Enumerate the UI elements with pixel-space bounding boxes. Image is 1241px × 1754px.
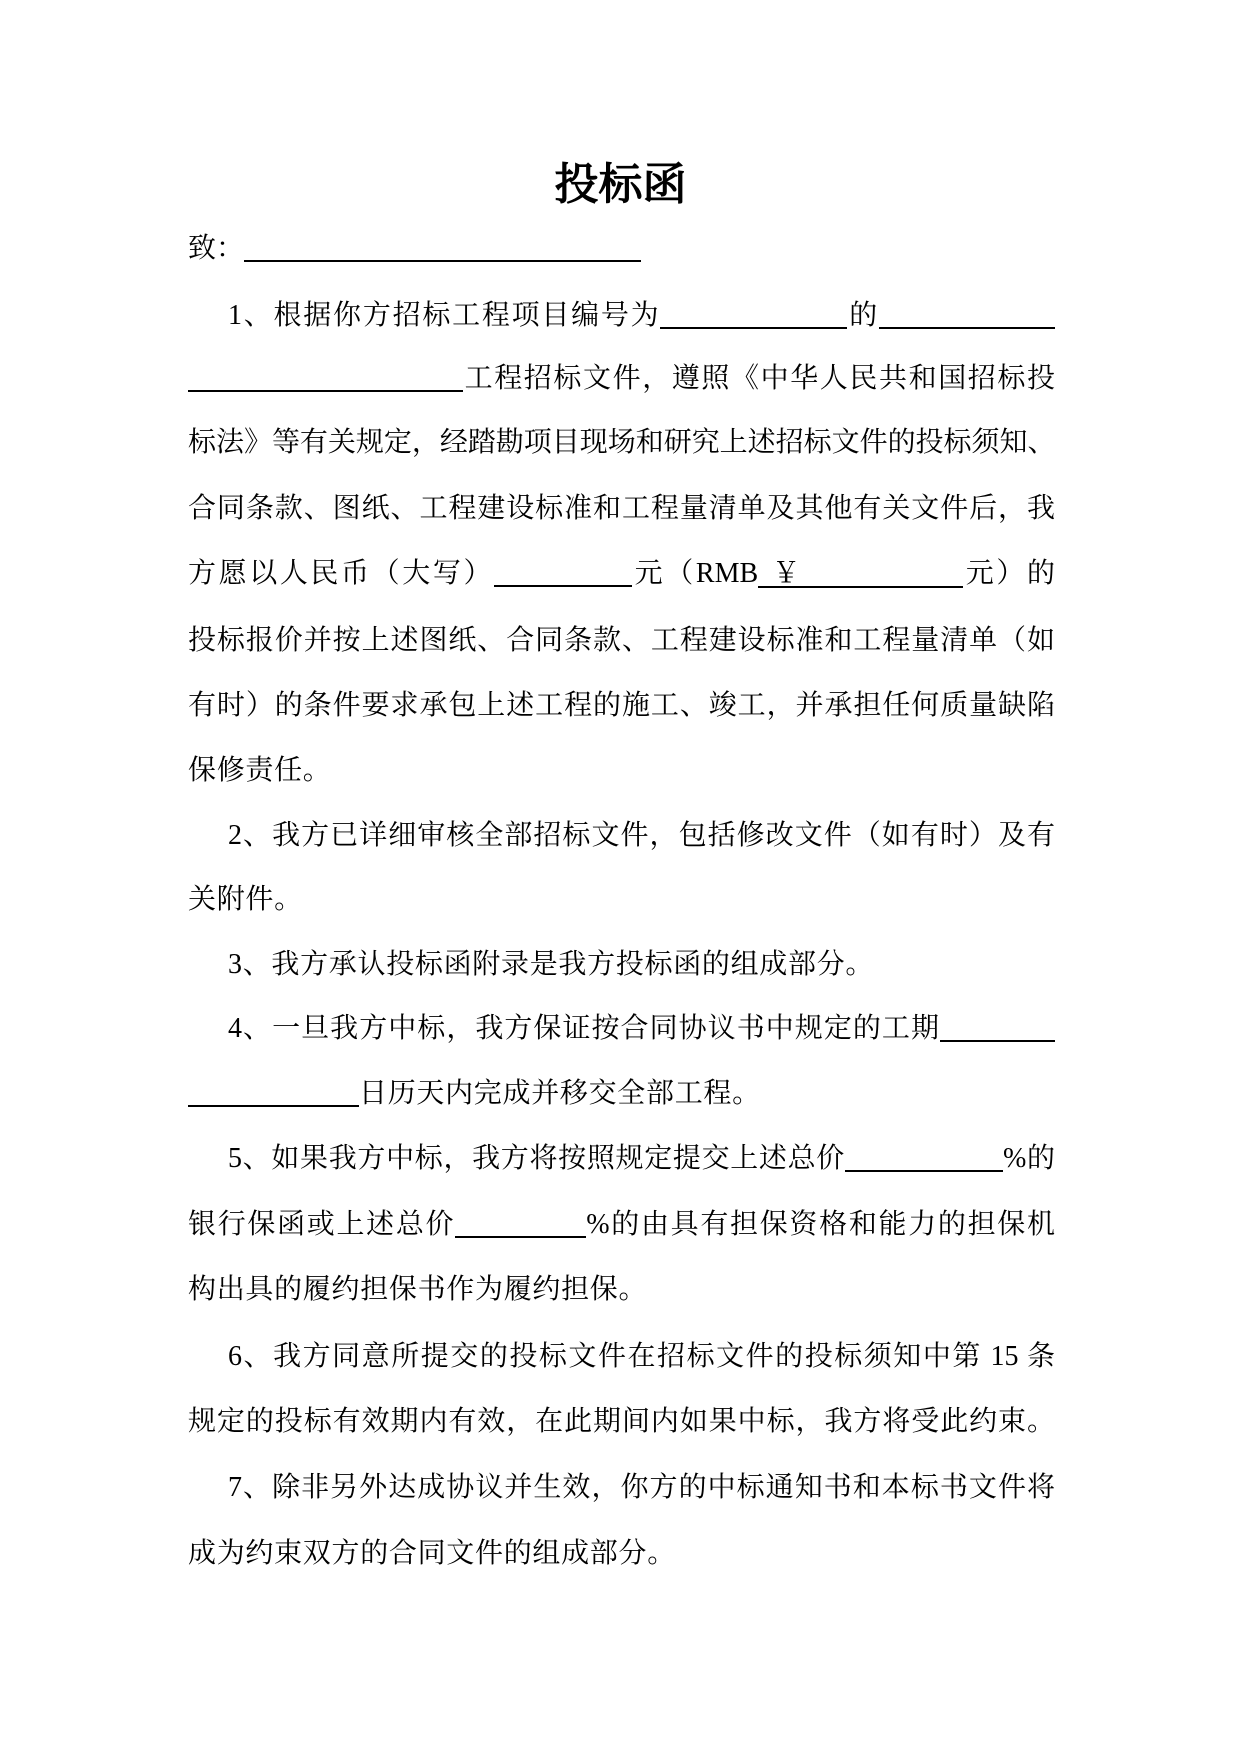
- paragraph-text: 1、根据你方招标工程项目编号为: [228, 300, 661, 331]
- paragraph-4-line-1: [188, 1009, 1055, 1049]
- paragraph-text: 投标报价并按上述图纸、合同条款、工程建设标准和工程量清单（如: [188, 625, 1055, 656]
- paragraph-text: 银行保函或上述总价: [188, 1209, 456, 1240]
- construction-period-blank: [940, 1018, 1055, 1042]
- paragraph-5-line-3: [188, 1270, 1055, 1310]
- paragraph-text: 构出具的履约担保书作为履约担保。: [188, 1274, 648, 1305]
- paragraph-text: 有时）的条件要求承包上述工程的施工、竣工，并承担任何质量缺陷: [188, 690, 1055, 721]
- paragraph-text: 7、除非另外达成协议并生效，你方的中标通知书和本标书文件将: [228, 1472, 1055, 1503]
- paragraph-text: 元）的: [963, 558, 1055, 589]
- paragraph-5-line-1: [188, 1139, 1055, 1179]
- paragraph-text: %的: [1002, 1143, 1055, 1174]
- guarantee-bond-percent-blank: [455, 1214, 586, 1238]
- paragraph-text: 标法》等有关规定，经踏勘项目现场和研究上述招标文件的投标须知、: [188, 427, 1055, 458]
- paragraph-text: 6、我方同意所提交的投标文件在招标文件的投标须知中第 15 条: [228, 1341, 1055, 1372]
- bank-guarantee-percent-blank: [845, 1148, 1003, 1172]
- paragraph-4-line-2: [188, 1074, 1055, 1114]
- paragraph-6-line-1: [188, 1337, 1055, 1377]
- paragraph-text: 成为约束双方的合同文件的组成部分。: [188, 1538, 676, 1569]
- currency-symbol: ￥: [772, 558, 801, 589]
- document-title: 投标函: [554, 160, 687, 209]
- amount-in-figures-blank: [758, 558, 963, 589]
- amount-in-words-blank: [494, 563, 632, 587]
- paragraph-1-line-1: [188, 296, 1055, 336]
- paragraph-2-line-2: [188, 880, 1055, 920]
- paragraph-1-line-4: [188, 489, 1055, 529]
- paragraph-1-line-2: [188, 359, 1055, 399]
- salutation-line: [188, 229, 1055, 269]
- paragraph-5-line-2: [188, 1205, 1055, 1245]
- paragraph-text: 的: [847, 300, 879, 331]
- salutation-label: 致：: [188, 233, 245, 264]
- paragraph-1-line-7: [188, 686, 1055, 726]
- project-number-blank: [660, 305, 847, 329]
- paragraph-7-line-2: [188, 1534, 1055, 1574]
- paragraph-1-line-8: [188, 751, 1055, 791]
- paragraph-6-line-2: [188, 1402, 1055, 1442]
- paragraph-3-line-1: [188, 945, 1055, 985]
- paragraph-text: 元（RMB: [632, 558, 759, 589]
- paragraph-text: 3、我方承认投标函附录是我方投标函的组成部分。: [228, 949, 875, 980]
- paragraph-1-line-6: [188, 621, 1055, 661]
- paragraph-text: 2、我方已详细审核全部招标文件，包括修改文件（如有时）及有: [228, 820, 1055, 851]
- paragraph-text: %的由具有担保资格和能力的担保机: [586, 1209, 1055, 1240]
- construction-period-blank-continued: [188, 1083, 359, 1107]
- paragraph-text: 保修责任。: [188, 755, 332, 786]
- paragraph-text: 合同条款、图纸、工程建设标准和工程量清单及其他有关文件后，我: [188, 493, 1055, 524]
- paragraph-1-line-3: [188, 423, 1055, 463]
- addressee-blank: [244, 238, 641, 262]
- paragraph-text: 工程招标文件，遵照《中华人民共和国招标投: [463, 363, 1055, 394]
- project-name-blank-continued: [188, 368, 463, 392]
- paragraph-text: 5、如果我方中标，我方将按照规定提交上述总价: [228, 1143, 845, 1174]
- project-name-blank: [879, 305, 1055, 329]
- paragraph-1-line-5: [188, 554, 1055, 594]
- paragraph-2-line-1: [188, 816, 1055, 856]
- paragraph-text: 日历天内完成并移交全部工程。: [359, 1078, 761, 1109]
- paragraph-7-line-1: [188, 1468, 1055, 1508]
- paragraph-text: 方愿以人民币（大写）: [188, 558, 495, 589]
- paragraph-text: 规定的投标有效期内有效，在此期间内如果中标，我方将受此约束。: [188, 1406, 1055, 1437]
- paragraph-text: 关附件。: [188, 884, 303, 915]
- paragraph-text: 4、一旦我方中标，我方保证按合同协议书中规定的工期: [228, 1013, 940, 1044]
